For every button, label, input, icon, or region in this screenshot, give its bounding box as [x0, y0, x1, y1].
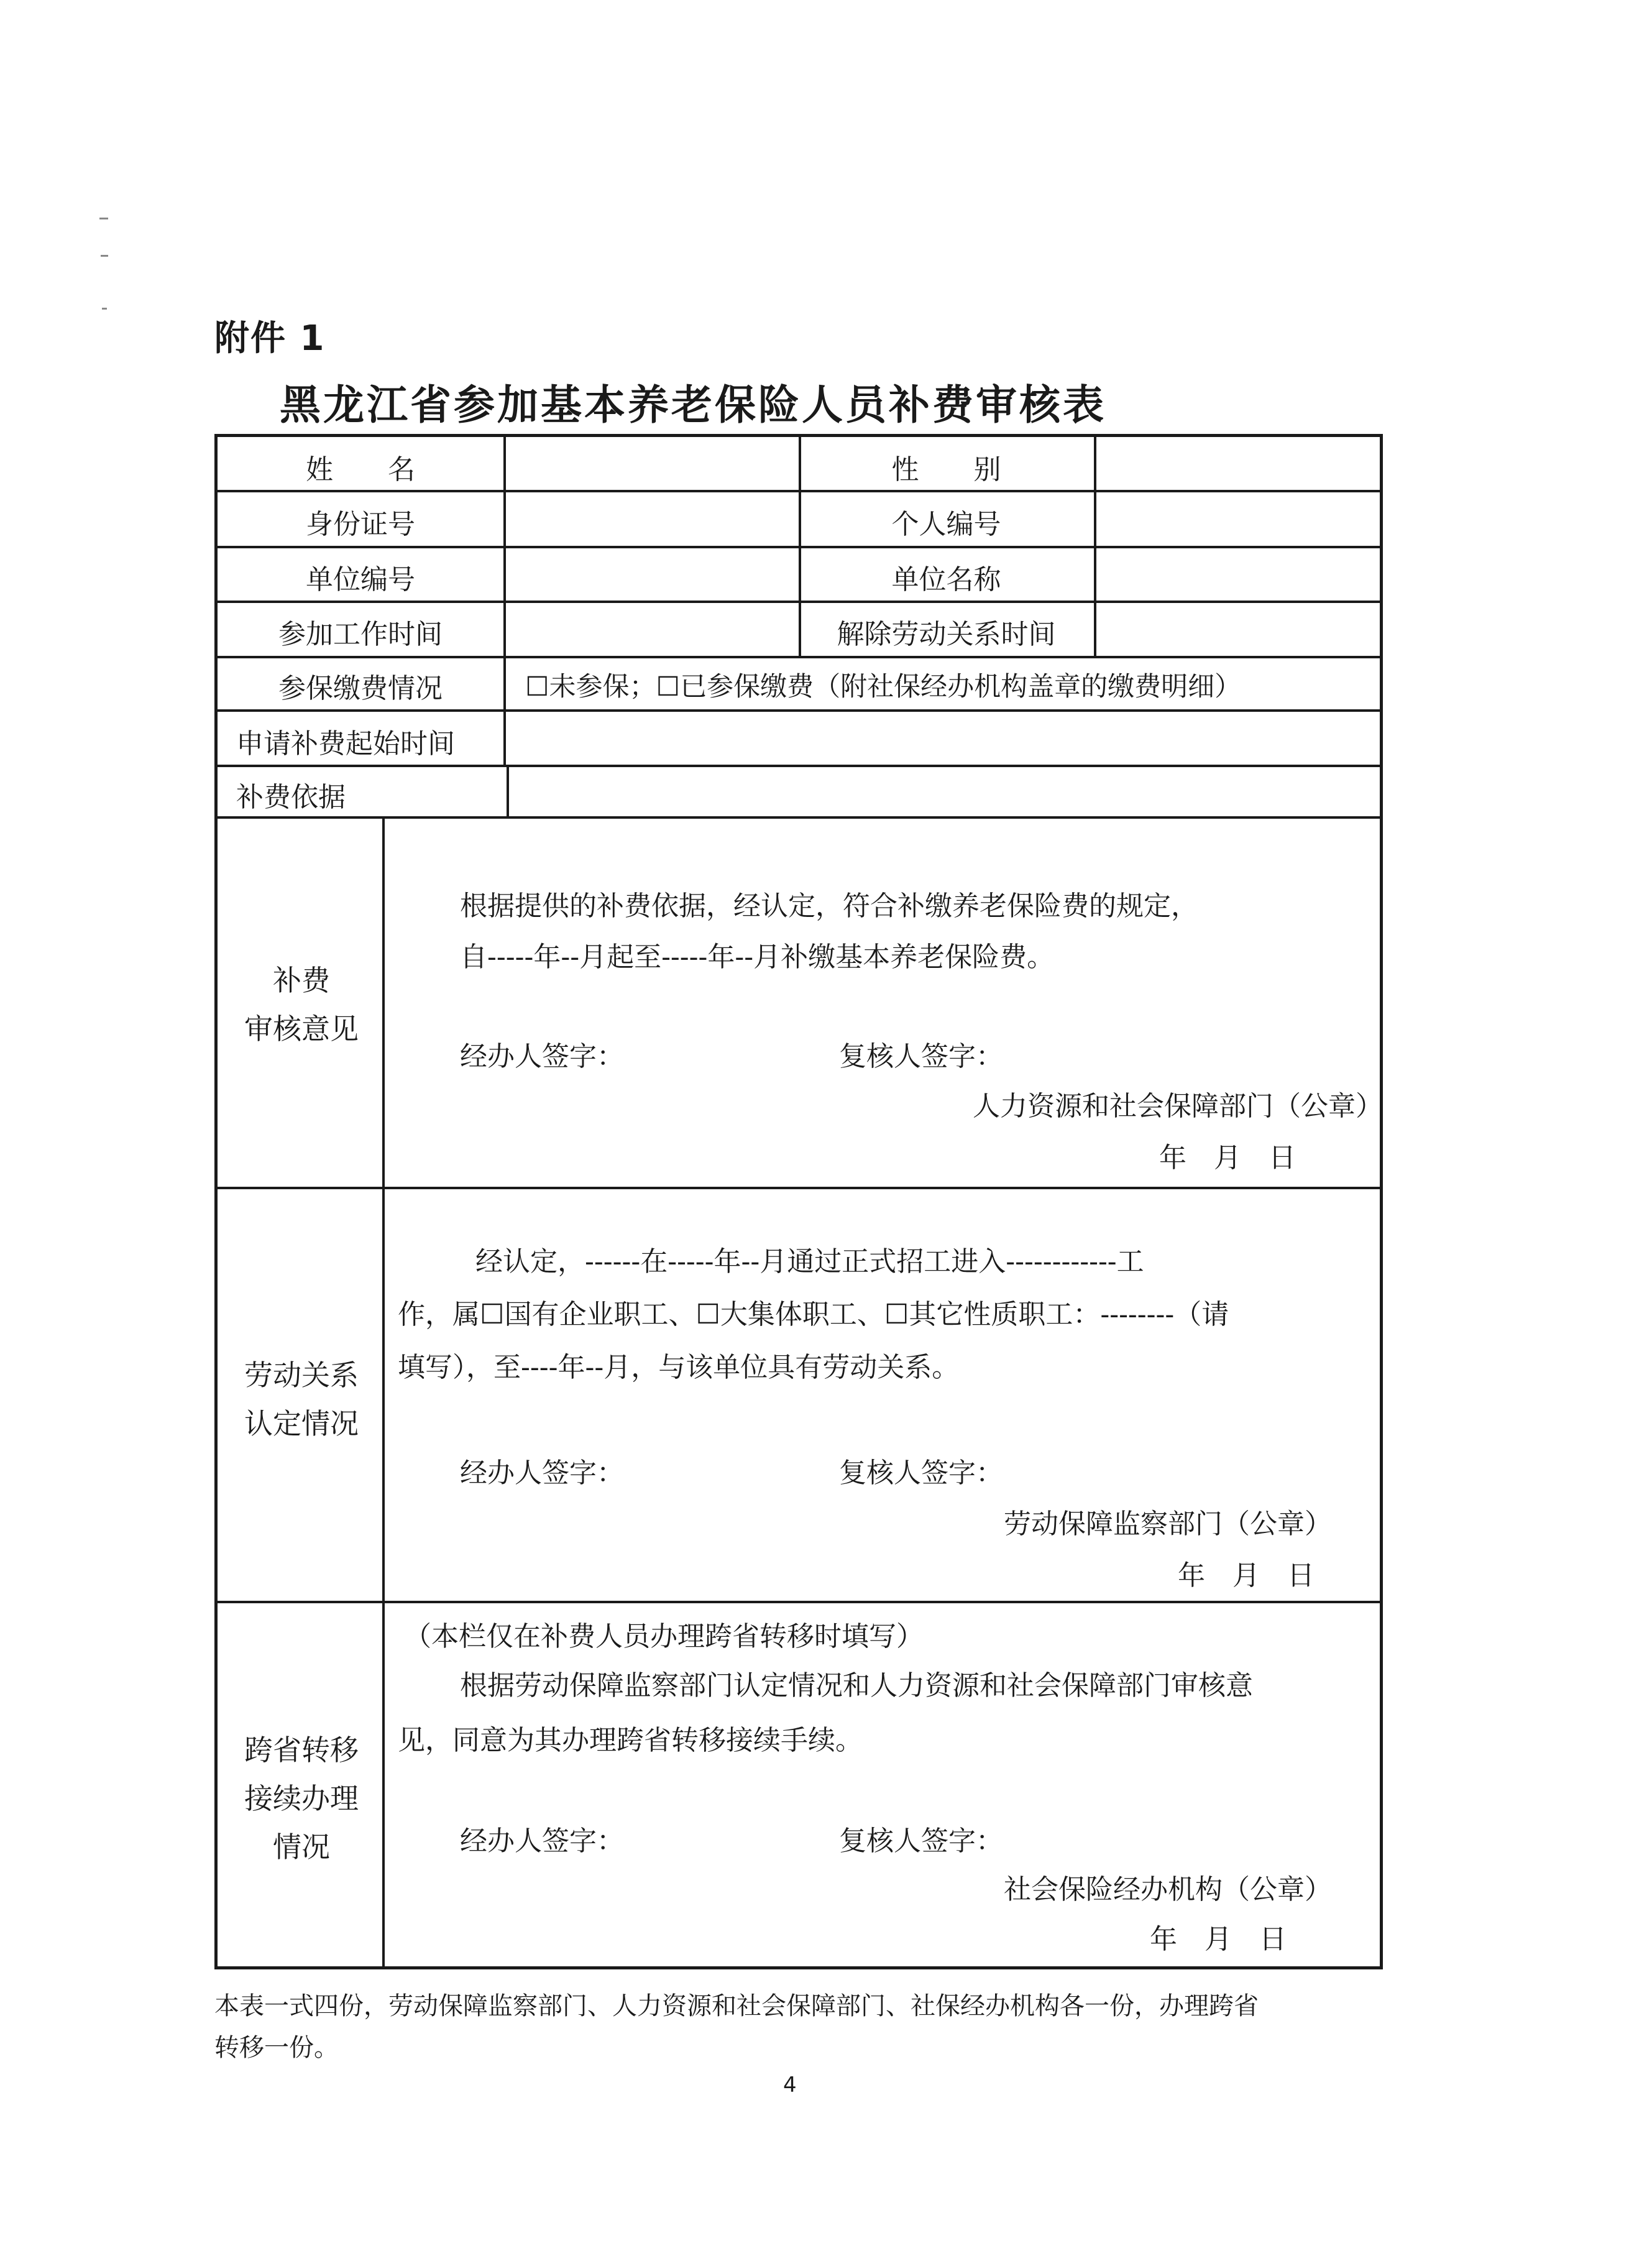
review-line1: 根据提供的补费依据，经认定，符合补缴养老保险费的规定，	[460, 890, 1198, 922]
value-work-start-time-cell[interactable]	[506, 603, 798, 656]
labor-line1: 经认定，------在-----年--月通过正式招工进入------------工	[475, 1246, 1144, 1278]
value-id-number-cell[interactable]	[506, 492, 798, 545]
review-line2: 自-----年--月起至-----年--月补缴基本养老保险费。	[460, 941, 1055, 973]
transfer-reviewer-signature[interactable]: 复核人签字：	[839, 1825, 1003, 1857]
value-gender-cell[interactable]	[1096, 437, 1380, 489]
label-insurance-status: 参保缴费情况	[278, 673, 443, 704]
section-divider	[218, 1601, 1380, 1603]
review-date[interactable]: 年 月 日	[1159, 1142, 1296, 1174]
label-id-number: 身份证号	[306, 509, 415, 540]
section-transfer-label	[218, 1726, 385, 1871]
row-divider	[218, 656, 1380, 658]
row-divider	[218, 816, 1380, 819]
scan-speck	[101, 255, 108, 257]
footer-note-line1: 本表一式四份，劳动保障监察部门、人力资源和社会保障部门、社保经办机构各一份，办理跨省	[214, 1992, 1259, 2020]
section-labor-label-line2: 认定情况	[244, 1407, 359, 1440]
section-review-label	[218, 956, 385, 1053]
scan-speck	[102, 308, 107, 310]
label-labor-termination-time: 解除劳动关系时间	[837, 619, 1056, 650]
review-handler-signature[interactable]: 经办人签字：	[460, 1041, 624, 1072]
section-labor-label	[218, 1351, 385, 1448]
scan-speck	[99, 218, 108, 219]
label-unit-name: 单位名称	[891, 564, 1001, 596]
form-table	[214, 434, 1383, 1969]
review-reviewer-signature[interactable]: 复核人签字：	[839, 1041, 1003, 1072]
value-unit-number-cell[interactable]	[506, 548, 798, 601]
value-supplement-basis-cell[interactable]	[509, 767, 1380, 816]
transfer-seal: 社会保险经办机构（公章）	[1004, 1874, 1332, 1905]
labor-line2: 作，属☐国有企业职工、☐大集体职工、☐其它性质职工：--------（请	[398, 1299, 1229, 1330]
section-review-label-line2: 审核意见	[244, 1012, 359, 1046]
section-transfer-label-line1: 跨省转移	[244, 1733, 359, 1767]
value-unit-name-cell[interactable]	[1096, 548, 1380, 601]
label-supplement-start-time: 申请补费起始时间	[236, 728, 455, 760]
page-number: 4	[783, 2073, 797, 2097]
transfer-line2: 见，同意为其办理跨省转移接续手续。	[398, 1724, 863, 1756]
section-labor-label-line1: 劳动关系	[244, 1358, 359, 1392]
labor-handler-signature[interactable]: 经办人签字：	[460, 1457, 624, 1489]
form-title: 黑龙江省参加基本养老保险人员补费审核表	[280, 381, 1106, 429]
value-name-cell[interactable]	[506, 437, 798, 489]
footer-note-line2: 转移一份。	[214, 2033, 339, 2062]
attachment-label: 附件 1	[214, 318, 326, 359]
labor-line3: 填写），至----年--月，与该单位具有劳动关系。	[398, 1351, 960, 1383]
labor-seal: 劳动保障监察部门（公章）	[1004, 1508, 1332, 1540]
review-seal: 人力资源和社会保障部门（公章）	[973, 1090, 1383, 1122]
section-review-label-line1: 补费	[273, 964, 330, 997]
transfer-note: （本栏仅在补费人员办理跨省转移时填写）	[404, 1621, 924, 1652]
label-work-start-time: 参加工作时间	[278, 619, 443, 650]
label-name: 姓 名	[306, 454, 415, 486]
value-labor-termination-cell[interactable]	[1096, 603, 1380, 656]
labor-reviewer-signature[interactable]: 复核人签字：	[839, 1457, 1003, 1489]
labor-date[interactable]: 年 月 日	[1178, 1560, 1315, 1591]
value-personal-number-cell[interactable]	[1096, 492, 1380, 545]
section-transfer-label-line2: 接续办理	[244, 1782, 359, 1815]
value-supplement-start-cell[interactable]	[506, 712, 1380, 765]
transfer-date[interactable]: 年 月 日	[1150, 1923, 1287, 1955]
label-gender: 性 别	[891, 454, 1001, 486]
section-transfer-label-line3: 情况	[273, 1830, 330, 1864]
label-unit-number: 单位编号	[306, 564, 415, 596]
label-supplement-basis: 补费依据	[236, 781, 346, 813]
transfer-handler-signature[interactable]: 经办人签字：	[460, 1825, 624, 1857]
label-personal-number: 个人编号	[891, 509, 1001, 540]
insurance-options[interactable]: ☐未参保；☐已参保缴费（附社保经办机构盖章的缴费明细）	[525, 671, 1242, 702]
transfer-line1: 根据劳动保障监察部门认定情况和人力资源和社会保障部门审核意	[460, 1670, 1253, 1701]
section-divider	[218, 1187, 1380, 1189]
